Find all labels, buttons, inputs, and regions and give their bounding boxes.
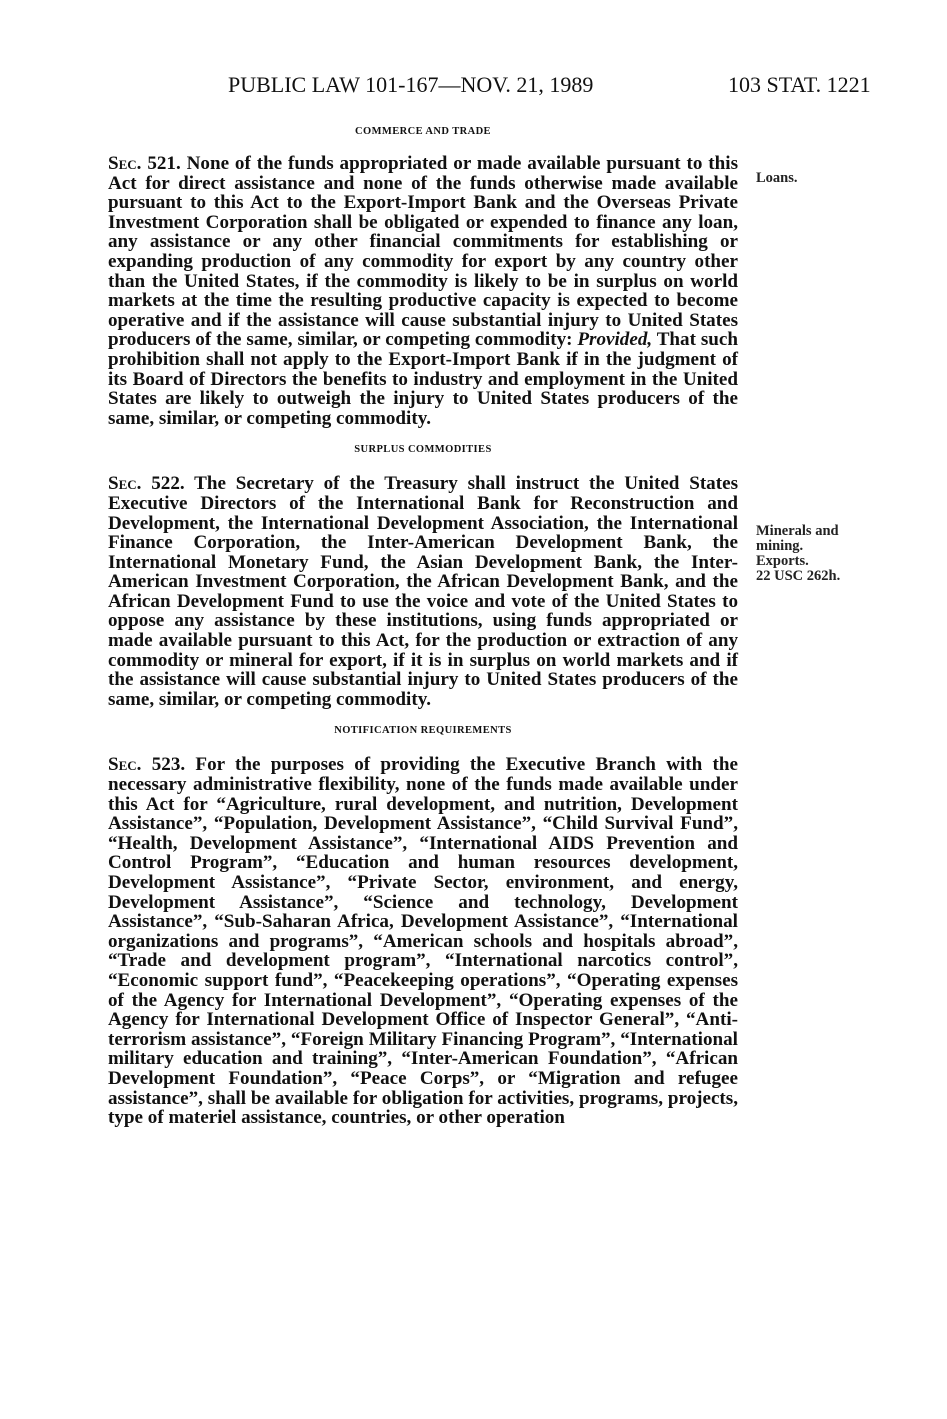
margin-note-line: Exports. [756,553,809,569]
section-label: Sec. [108,473,142,495]
margin-note-line: mining. [756,538,804,554]
section-521-proviso: Provided, [577,329,653,351]
section-521-paragraph [108,154,738,428]
section-heading-notification: NOTIFICATION REQUIREMENTS [334,725,512,737]
section-523-text: 523. For the purposes of providing the Executive Branch with the necessary administrative flexibility, none of the funds made available under this Act for “Agriculture, rural development, and nutrition, Development Assistance”, “Population, Development Assistance”, “Child Survival Fund”, “Health, Development Assistance”, “International AIDS Prevention and Control Program”, “Education and human resources development, Development Assistance”, “Private Sector, environment, and energy, Development Assistance”, “Science and technology, Development Assistance”, “Sub-Saharan Africa, Development Assistance”, “International organizations and programs”, “American schools and hospitals abroad”, “Trade and development program”, “International narcotics control”, “Economic support fund”, “Peacekeeping operations”, “Operating expenses of the Agency for International Development”, “Operating expenses of the Agency for International Development Office of Inspector General”, “Anti-terrorism assistance”, “Foreign Military Financing Program”, “International military education and training”, “Inter-American Foundation”, “African Development Foundation”, “Peace Corps”, or “Migration and refugee assistance”, shall be available for obligation for activities, programs, projects, type of materiel assistance, countries, or other operation [108,754,738,1129]
running-head-page: 103 STAT. 1221 [728,72,871,97]
section-521-text: 521. None of the funds appropriated or made available pursuant to this Act for direct assistance and none of the funds otherwise made available pursuant to this Act to the Export-Import Bank and the Overseas Private Investment Corporation shall be obligated or expended to finance any loan, any assistance or any other financial commitments for establishing or expanding production of any commodity for export by any country other than the United States, if the commodity is likely to be in surplus on world markets at the time the resulting productive capacity is expected to become operative and if the assistance will cause substantial injury to United States producers of the same, similar, or competing commodity: [108,153,738,351]
section-heading-commerce: COMMERCE AND TRADE [355,126,491,137]
section-label: Sec. [108,754,142,776]
section-heading-surplus: SURPLUS COMMODITIES [354,444,492,456]
section-522-text: 522. The Secretary of the Treasury shall instruct the United States Executive Directors of the International Bank for Reconstruction and Development, the International Development Association, the International Finance Corporation, the Inter-American Development Bank, the International Monetary Fund, the Asian Development Bank, the Inter-American Investment Corporation, the African Development Bank, and the African Development Fund to use the voice and vote of the United States to oppose any assistance by these institutions, using funds appropriated or made available pursuant to this Act, for the production or extraction of any commodity or mineral for export, if it is in surplus on world markets and if the assistance will cause substantial injury to United States producers of the same, similar, or competing commodity. [108,473,738,710]
margin-note-line: Minerals and [756,523,839,539]
margin-note-loans: Loans. [756,170,798,186]
section-521-text-cont: That such prohibition shall not apply to the Export-Import Bank if in the judgment of its Board of Directors the benefits to industry and employment in the United States are likely to outweigh the injury to United States producers of the same, similar, or competing commodity. [108,329,738,429]
page-body [108,120,738,1128]
margin-note-line: 22 USC 262h. [756,568,841,584]
margin-note-minerals [756,524,840,584]
section-523-paragraph [108,755,738,1127]
running-head-title: PUBLIC LAW 101-167—NOV. 21, 1989 [228,72,594,97]
section-label: Sec. [108,153,142,174]
section-522-paragraph [108,474,738,709]
